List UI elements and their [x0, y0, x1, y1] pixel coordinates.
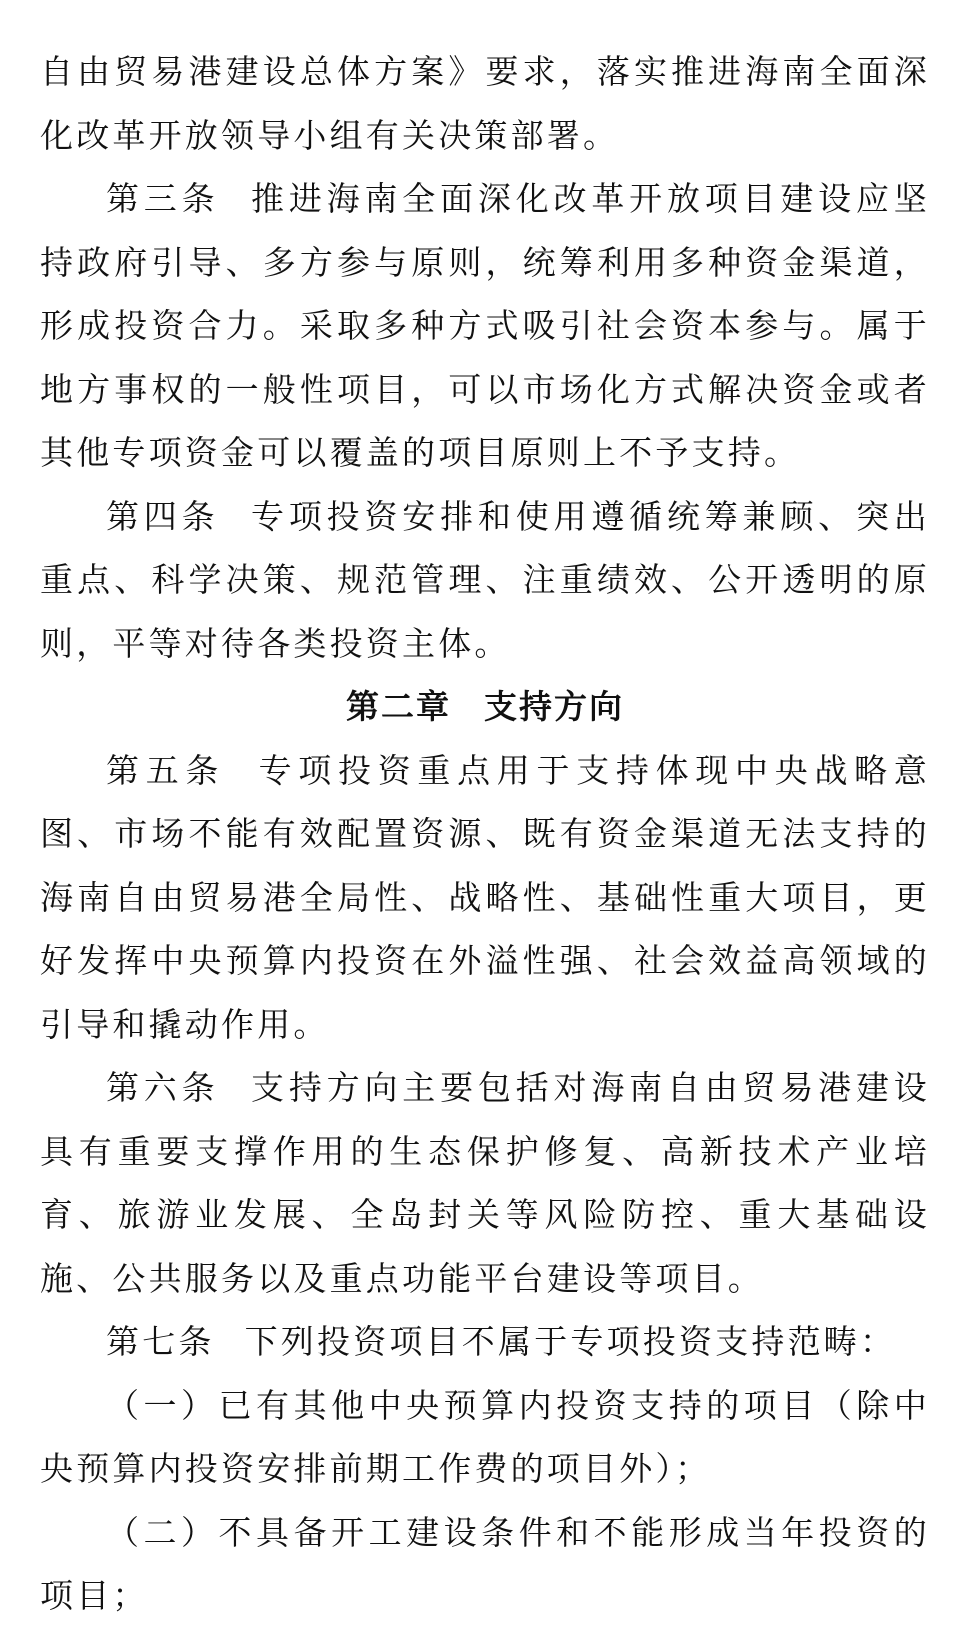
article-3-label: 第三条 [106, 179, 220, 218]
article-5-label: 第五条 [106, 750, 226, 790]
article-5-text: 专项投资重点用于支持体现中央战略意图、市场不能有效配置资源、既有资金渠道无法支持的海南自由贸易港全局性、战略性、基础性重大项目，更好发挥中央预算内投资在外溢性强、社会效益高领域的引导和撬动作用。 [40, 750, 930, 1044]
article-3-text: 推进海南全面深化改革开放项目建设应坚持政府引导、多方参与原则，统筹利用多种资金渠道，形成投资合力。采取多种方式吸引社会资本参与。属于地方事权的一般性项目，可以市场化方式解决资金或者其他专项资金可以覆盖的项目原则上不予支持。 [40, 179, 930, 472]
article-4-text: 专项投资安排和使用遵循统筹兼顾、突出重点、科学决策、规范管理、注重绩效、公开透明的原则，平等对待各类投资主体。 [40, 496, 930, 663]
article-3 [40, 167, 930, 485]
article-4-label: 第四条 [106, 496, 220, 536]
chapter-2-number: 第二章 [346, 687, 451, 726]
list-item-2: （二）不具备开工建设条件和不能形成当年投资的项目； [40, 1512, 930, 1615]
list-item-1: （一）已有其他中央预算内投资支持的项目（除中央预算内投资安排前期工作费的项目外）； [40, 1385, 930, 1488]
article-5 [40, 739, 930, 1057]
article-7-text: 下列投资项目不属于专项投资支持范畴： [244, 1322, 897, 1361]
article-6-label: 第六条 [106, 1068, 220, 1107]
article-7 [40, 1310, 930, 1374]
article-7-label: 第七条 [106, 1322, 215, 1361]
article-6-text: 支持方向主要包括对海南自由贸易港建设具有重要支撑作用的生态保护修复、高新技术产业培育、旅游业发展、全岛封关等风险防控、重大基础设施、公共服务以及重点功能平台建设等项目。 [40, 1068, 930, 1298]
chapter-2-title: 支持方向 [484, 687, 624, 726]
chapter-2-heading [40, 675, 930, 739]
article-6 [40, 1056, 930, 1310]
article-4 [40, 485, 930, 676]
intro-paragraph: 自由贸易港建设总体方案》要求，落实推进海南全面深化改革开放领导小组有关决策部署。 [40, 52, 930, 155]
